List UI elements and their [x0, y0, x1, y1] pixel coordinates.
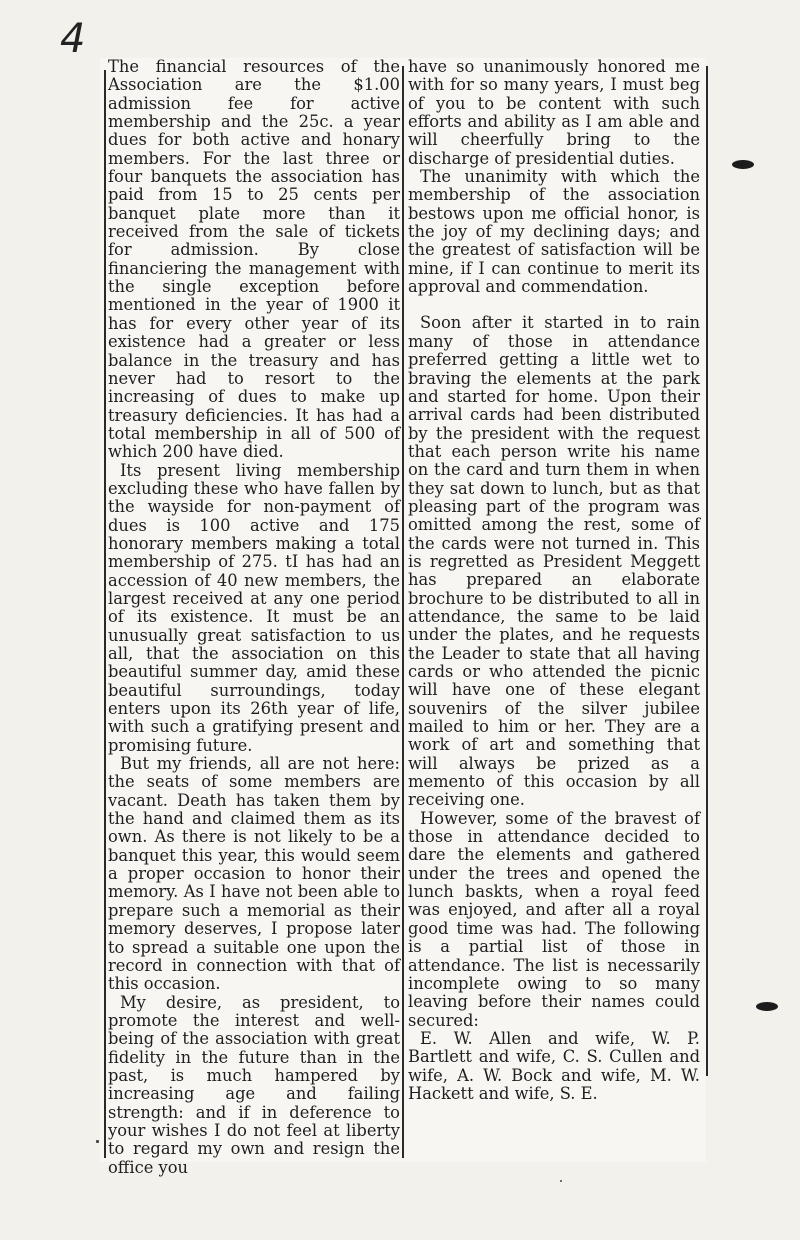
newspaper-clipping — [100, 57, 706, 1177]
paragraph-president-desire: My desire, as president, to promote the interest and well-being of the association with great fidelity in the future than in the past, is much hampered by increasing age and failing strength: and if in deference to your wishes I do not feel at liberty to regard my own and resign the office you — [108, 992, 400, 1177]
binder-hole-mark — [732, 160, 754, 169]
paragraph-financial-resources: The financial resources of the Association are the $1.00 admission fee for active membership and the 25c. a year dues for both active and honary members. For the last three or four banquets the association has paid from 15 to 25 cents per banquet plate more than it received from the sale of tickets for admission. By close financiering the management with the single exception before mentioned in the year of 1900 it has for every other year of its existence had a greater or less balance in the treasury and has never had to resort to the increasing of dues to make up treasury deficiencies. It has had a total membership in all of 500 of which 200 have died. — [108, 57, 400, 462]
paragraph-rain: Soon after it started in to rain many of those in attendance preferred getting a little wet to braving the elements at the park and started for home. Upon their arrival cards had been distributed by the president with the request that each person write his name on the card and turn them in when they sat down to lunch, but as that pleasing part of the program was omitted among the rest, some of the cards were not turned in. This is regretted as President Meggett has prepared an elaborate brochure to be distributed to all in attendance, the same to be laid under the plates, and he requests the Leader to state that all having cards or who attended the picnic will have one of these elegant souvenirs of the silver jubilee mailed to him or her. They are a work of art and something that will always be prized as a memento of this occasion by all receiving one. — [408, 313, 700, 810]
paragraph-unanimity: The unanimity with which the membership of the association bestows upon me official honor, is the joy of my declining days; and the greatest of satisfaction will be mine, if I can continue to merit its approval and commendation. — [408, 167, 700, 297]
column-rule-right — [706, 66, 708, 1076]
paragraph-vacant-seats: But my friends, all are not here: the seats of some members are vacant. Death has taken them by the hand and claimed them as its own. As there is not likely to be a banquet this year, this would seem a proper occasion to honor their memory. As I have not been able to prepare such a memorial as their memory deserves, I propose later to spread a suitable one upon the record in connection with that of this occasion. — [108, 754, 400, 994]
text-column-right — [408, 58, 700, 1118]
text-column-left — [108, 57, 400, 1177]
binder-hole-mark — [756, 1002, 778, 1011]
scan-speck — [560, 1180, 562, 1182]
paragraph-living-membership: Its present living membership excluding these who have fallen by the wayside for non-payment of dues is 100 active and 175 honorary members making a total membership of 275. tI has had an accession of 40 new members, the largest received at any one period of its existence. It must be an unusually great satisfaction to us all, that the association on this beautiful summer day, amid these beautiful surroundings, today enters upon its 26th year of life, with such a gratifying present and promising future. — [108, 460, 400, 755]
paragraph-bravest: However, some of the bravest of those in attendance decided to dare the elements and gathered under the trees and opened the lunch baskts, when a royal feed was enjoyed, and after all a royal good time was had. The following is a partial list of those in attendance. The list is necessarily incomplete owing to so many leaving before their names could secured: — [408, 808, 700, 1030]
column-rule-middle — [402, 66, 404, 1158]
page-number: 4 — [60, 16, 86, 62]
column-rule-left — [104, 70, 106, 1158]
paragraph-attendance-list: E. W. Allen and wife, W. P. Bartlett and wife, C. S. Cullen and wife, A. W. Bock and wife, M. W. Hackett and wife, S. E. — [408, 1028, 700, 1103]
scan-speck — [96, 1140, 99, 1143]
paragraph-honored-me: have so unanimously honored me with for so many years, I must beg of you to be content with such efforts and ability as I am able and will cheerfully bring to the discharge of presidential duties. — [408, 57, 700, 168]
